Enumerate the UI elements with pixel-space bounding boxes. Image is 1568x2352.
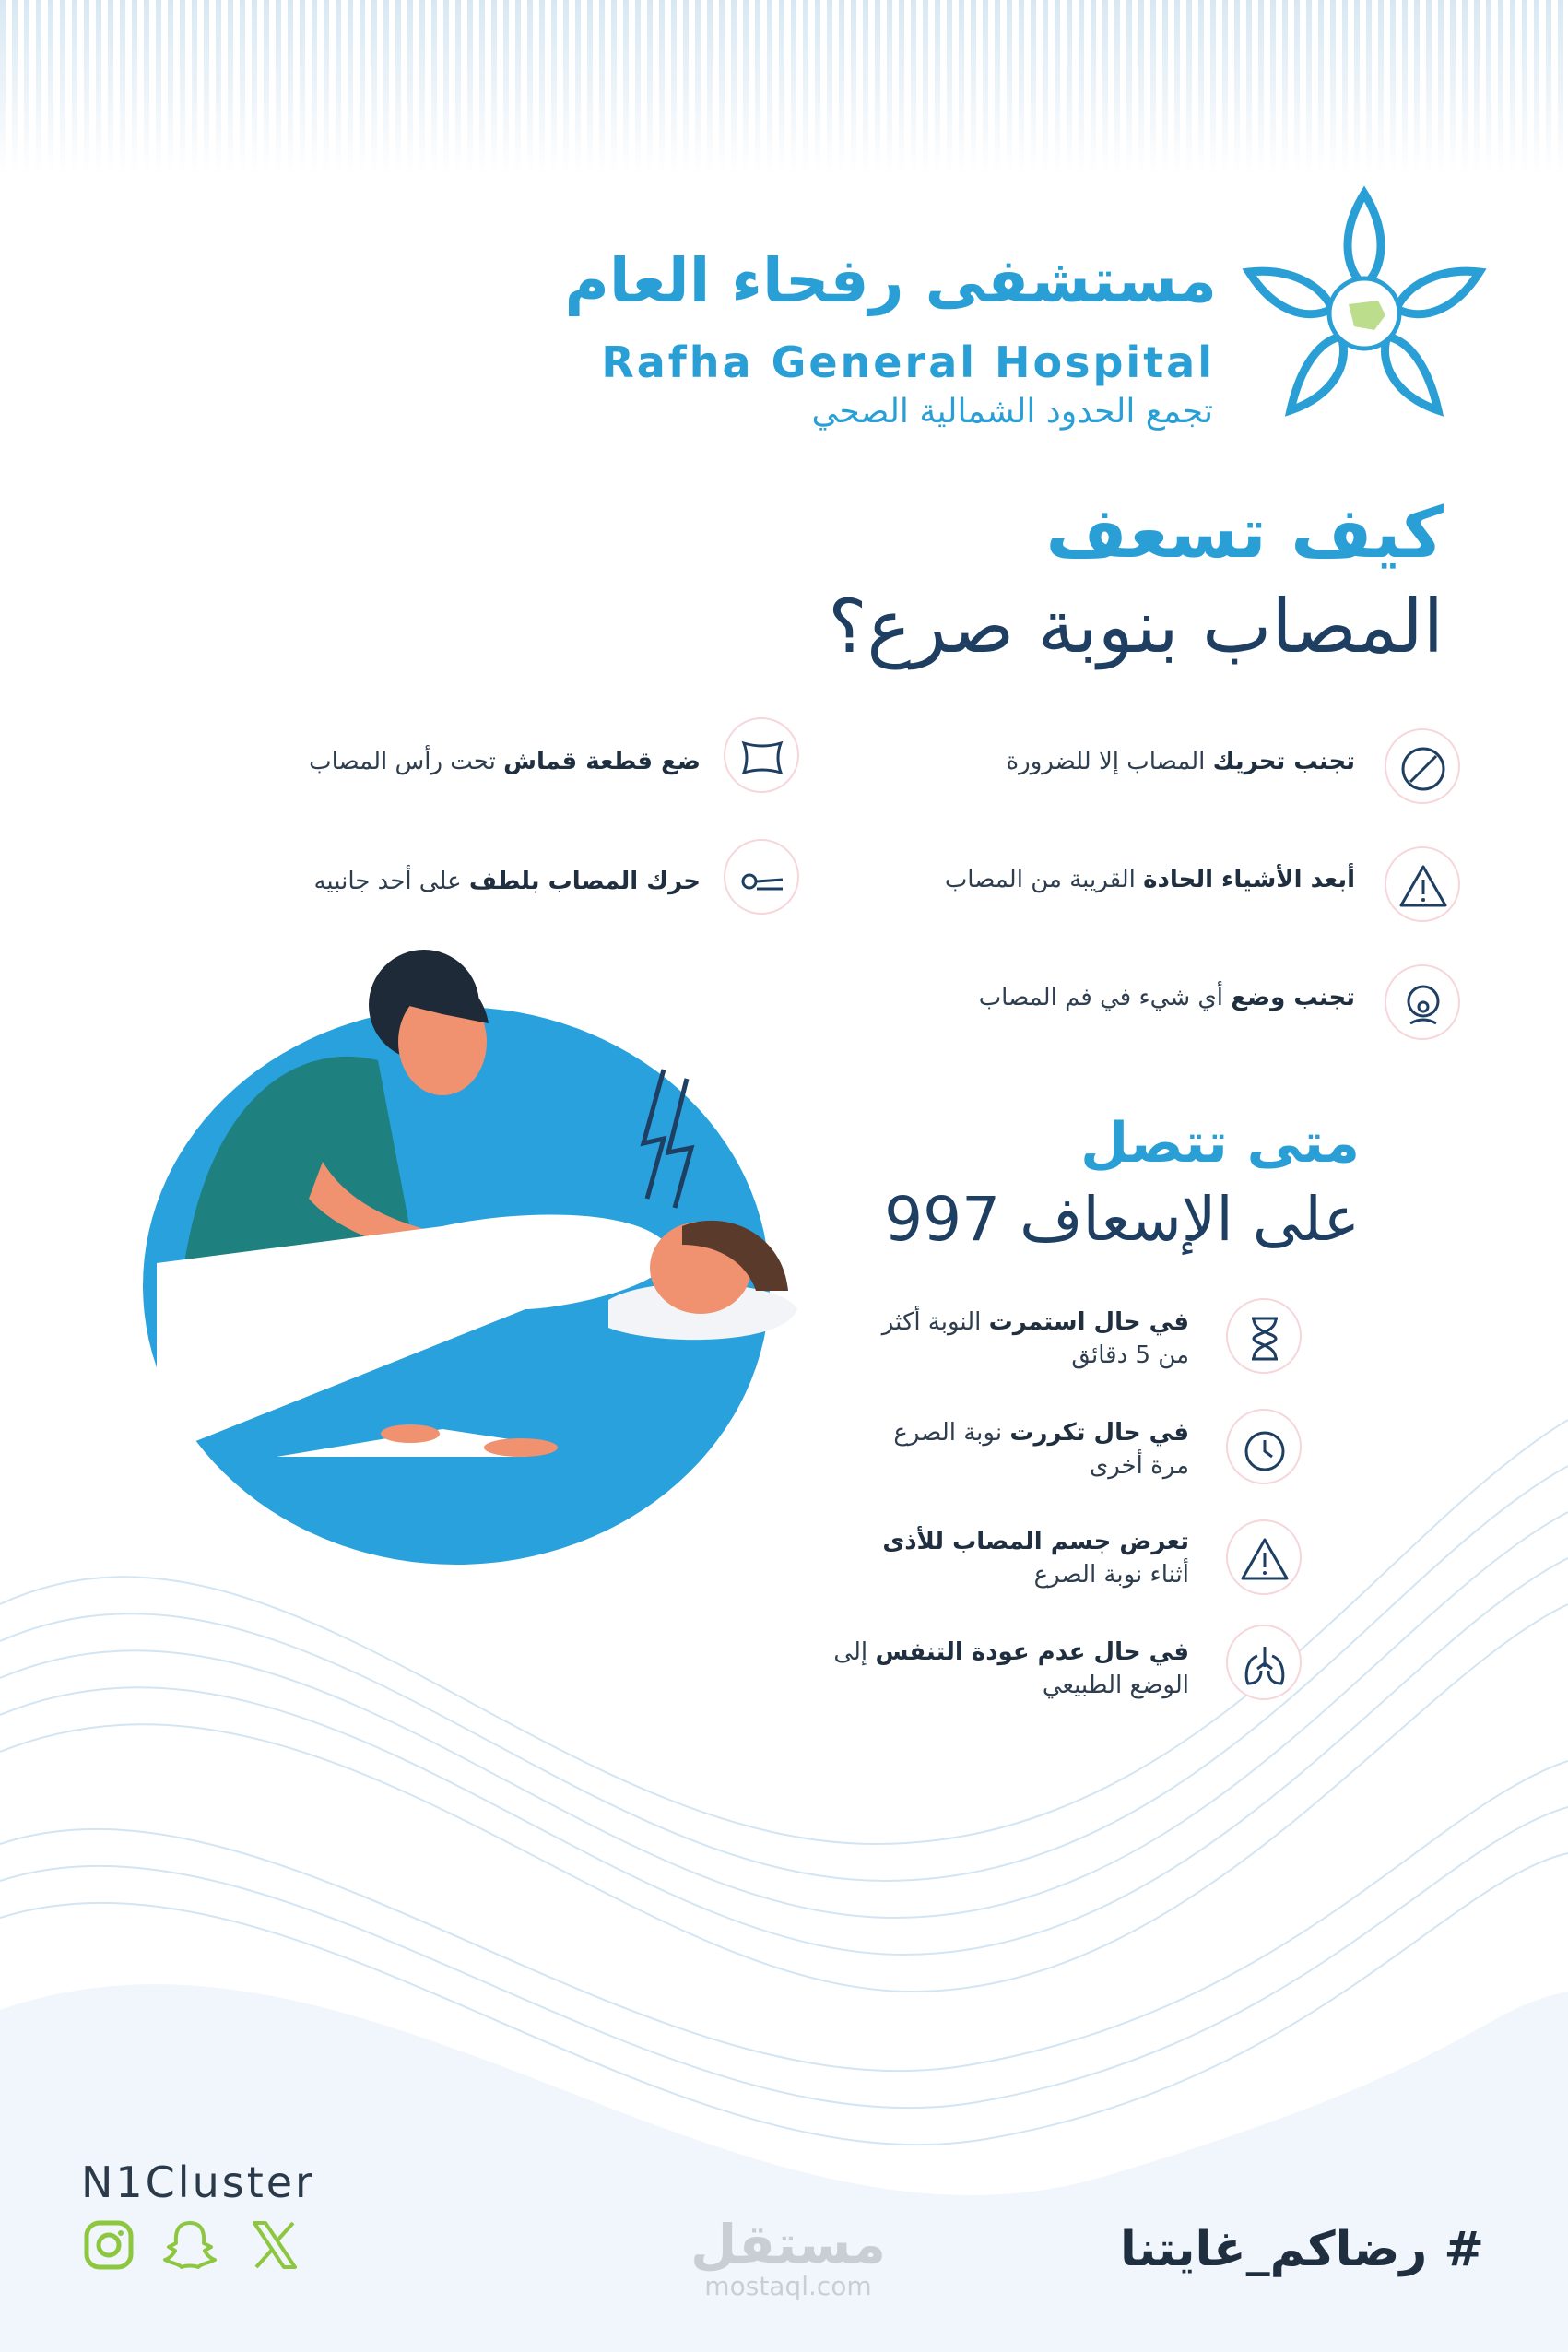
call-icon-ring bbox=[1226, 1298, 1302, 1374]
title-line-1: كيف تسعف bbox=[1045, 491, 1444, 573]
watermark bbox=[682, 2213, 894, 2301]
x-icon[interactable] bbox=[247, 2217, 302, 2273]
seizure-first-aid-illustration bbox=[138, 904, 802, 1475]
hospital-name-arabic: مستشفى رفحاء العام bbox=[564, 245, 1217, 316]
hashtag-slogan: # رضاكم_غايتنا bbox=[1120, 2222, 1484, 2277]
watermark-arabic: مستقل bbox=[690, 2213, 887, 2275]
lungs-icon bbox=[1239, 1639, 1291, 1691]
instagram-icon[interactable] bbox=[81, 2217, 136, 2273]
when-call-title: متى تتصل bbox=[1080, 1111, 1360, 1176]
call-body-injured: تعرض جسم المصاب للأذى أثناء نوبة الصرع bbox=[882, 1528, 1189, 1590]
call-icon-ring bbox=[1226, 1409, 1302, 1484]
snapchat-icon[interactable] bbox=[159, 2217, 220, 2273]
tip-cloth-under-head: ضع قطعة قماش تحت رأس المصاب bbox=[309, 748, 701, 775]
tip-avoid-moving: تجنب تحريك المصاب إلا للضرورة bbox=[1006, 748, 1355, 775]
warning-icon bbox=[1239, 1534, 1291, 1586]
top-stripe-pattern bbox=[0, 0, 1568, 175]
warning-icon bbox=[1397, 861, 1449, 913]
title-line-2: المصاب بنوبة صرع؟ bbox=[828, 584, 1444, 669]
call-seizure-over-5-min: في حال استمرت النوبة أكثر من 5 دقائق bbox=[881, 1308, 1189, 1370]
hourglass-icon bbox=[1239, 1313, 1291, 1365]
tip-turn-on-side: حرك المصاب بلطف على أحد جانبيه bbox=[313, 868, 701, 895]
tip-remove-sharp-objects: أبعد الأشياء الحادة القريبة من المصاب bbox=[944, 866, 1355, 893]
tip-icon-ring bbox=[1385, 846, 1460, 922]
face-mask-icon bbox=[1397, 979, 1449, 1031]
tip-icon-ring bbox=[724, 717, 799, 793]
hospital-logo-icon bbox=[1240, 184, 1489, 420]
watermark-english: mostaql.com bbox=[704, 2271, 872, 2301]
tip-nothing-in-mouth: تجنب وضع أي شيء في فم المصاب bbox=[978, 984, 1355, 1011]
clock-icon bbox=[1239, 1424, 1291, 1475]
call-seizure-repeated: في حال تكررت نوبة الصرع مرة أخرى bbox=[893, 1419, 1189, 1481]
when-call-number-line: على الإسعاف 997 bbox=[884, 1184, 1360, 1255]
tip-icon-ring bbox=[1385, 728, 1460, 804]
health-cluster-name: تجمع الحدود الشمالية الصحي bbox=[811, 393, 1213, 431]
hospital-name-english: Rafha General Hospital bbox=[601, 337, 1215, 387]
side-lying-icon bbox=[737, 854, 788, 905]
call-icon-ring bbox=[1226, 1625, 1302, 1700]
pillow-icon bbox=[737, 732, 788, 784]
no-move-icon bbox=[1397, 743, 1449, 795]
call-icon-ring bbox=[1226, 1519, 1302, 1595]
call-breathing-not-normal: في حال عدم عودة التنفس إلى الوضع الطبيعي bbox=[833, 1638, 1189, 1700]
tip-icon-ring bbox=[1385, 964, 1460, 1040]
cluster-handle: N1Cluster bbox=[81, 2157, 315, 2207]
